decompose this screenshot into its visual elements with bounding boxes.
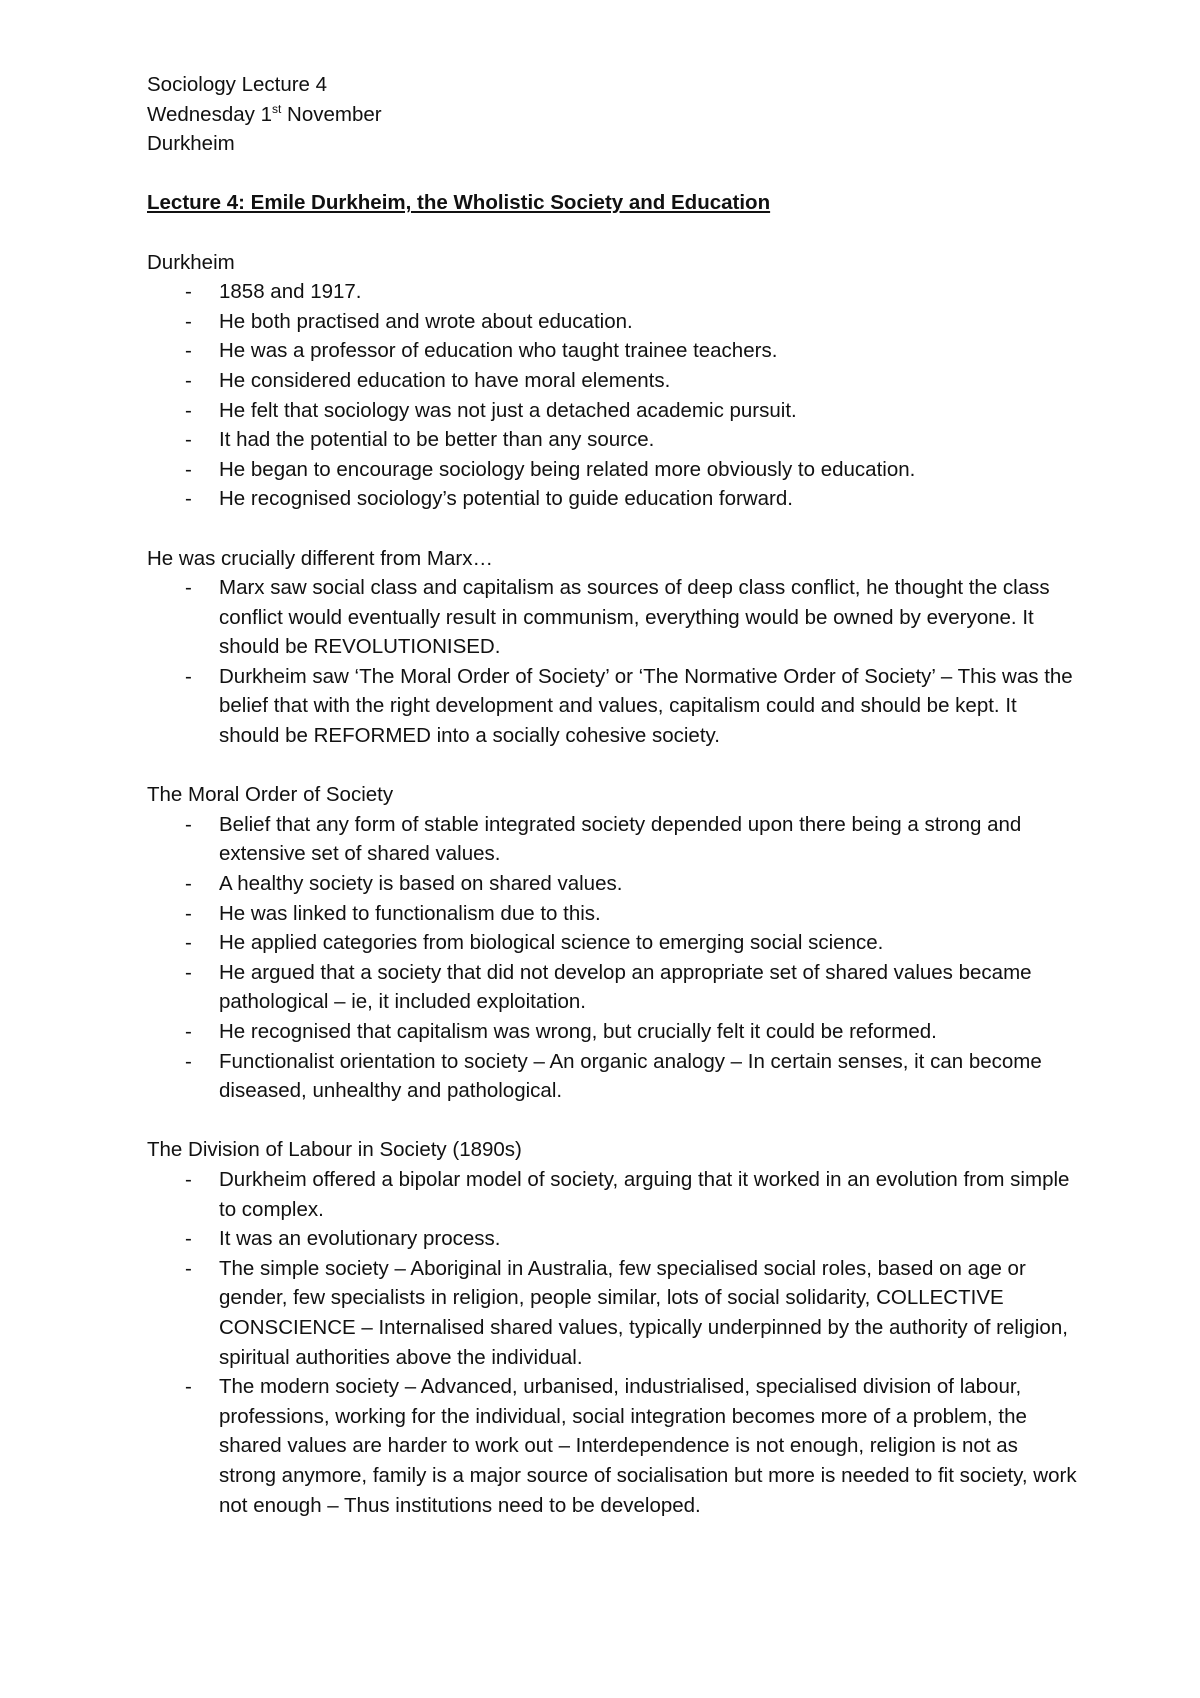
bullet-list (147, 573, 1077, 751)
bullet-item (147, 928, 1077, 958)
bullet-item (147, 1047, 1077, 1106)
spacer (147, 1106, 1077, 1136)
course-line: Sociology Lecture 4 (147, 73, 328, 96)
bullet-text: He argued that a society that did not develop an appropriate set of shared values became pathological – ie, it included exploitation. (219, 960, 1032, 1014)
date-suffix: November (281, 102, 382, 126)
bullet-text: He was linked to functionalism due to this. (219, 901, 601, 925)
dash-bullet-marker: - (185, 931, 192, 955)
section-heading: He was crucially different from Marx… (147, 546, 493, 570)
bullet-list (147, 277, 1077, 514)
bullet-item (147, 869, 1077, 899)
bullet-item (147, 336, 1077, 366)
spacer (147, 159, 1077, 189)
dash-bullet-marker: - (185, 309, 192, 333)
bullet-item (147, 366, 1077, 396)
bullet-item (147, 573, 1077, 662)
bullet-text: A healthy society is based on shared values. (219, 872, 623, 896)
bullet-text: He recognised that capitalism was wrong, but crucially felt it could be reformed. (219, 1020, 937, 1043)
bullet-text: The simple society – Aboriginal in Australia, few specialised social roles, based on age or gender, few specialists in religion, people similar, lots of social solidarity, COLLECTIVE CONSCIENCE – Internalised shared values, typically underpinned by the authority of religion, spiritual authorities above the individual. (219, 1256, 1068, 1369)
bullet-text: The modern society – Advanced, urbanised, industrialised, specialised division of labour, professions, working for the individual, social integration becomes more of a problem, the shared values are harder to work out – Interdependence is not enough, religion is not as strong anymore, family is a major source of socialisation but more is needed to fit society, work not enough – Thus institutions need to be developed. (219, 1375, 1077, 1517)
bullet-item (147, 425, 1077, 455)
bullet-item (147, 1224, 1077, 1254)
spacer (147, 514, 1077, 544)
bullet-item (147, 958, 1077, 1017)
bullet-item (147, 484, 1077, 514)
dash-bullet-marker: - (185, 960, 192, 984)
bullet-text: He applied categories from biological science to emerging social science. (219, 931, 884, 955)
dash-bullet-marker: - (185, 368, 192, 392)
bullet-item (147, 662, 1077, 751)
bullet-list (147, 810, 1077, 1106)
bullet-text: He began to encourage sociology being related more obviously to education. (219, 457, 916, 481)
bullet-text: He felt that sociology was not just a detached academic pursuit. (219, 398, 797, 422)
dash-bullet-marker: - (185, 1167, 192, 1191)
dash-bullet-marker: - (185, 1227, 192, 1251)
lecture-title: Lecture 4: Emile Durkheim, the Wholistic Society and Education (147, 191, 771, 215)
dash-bullet-marker: - (185, 1020, 192, 1043)
dash-bullet-marker: - (185, 576, 192, 600)
dash-bullet-marker: - (185, 457, 192, 481)
dash-bullet-marker: - (185, 339, 192, 363)
bullet-text: Durkheim offered a bipolar model of society, arguing that it worked in an evolution from simple to complex. (219, 1167, 1070, 1221)
bullet-item (147, 810, 1077, 869)
spacer (147, 751, 1077, 781)
dash-bullet-marker: - (185, 487, 192, 511)
dash-bullet-marker: - (185, 664, 192, 688)
date-superscript: st (271, 101, 282, 116)
dash-bullet-marker: - (185, 872, 192, 896)
spacer (147, 218, 1077, 248)
bullet-list (147, 1165, 1077, 1520)
bullet-item (147, 455, 1077, 485)
dash-bullet-marker: - (185, 428, 192, 452)
bullet-item (147, 307, 1077, 337)
bullet-text: He was a professor of education who taught trainee teachers. (219, 339, 778, 363)
bullet-text: He considered education to have moral elements. (219, 368, 671, 392)
bullet-text: It was an evolutionary process. (219, 1227, 501, 1251)
bullet-item (147, 1017, 1077, 1047)
sections-container (147, 248, 1077, 1521)
date-line (147, 100, 1077, 130)
dash-bullet-marker: - (185, 812, 192, 836)
topic-line: Durkheim (147, 132, 235, 156)
date-prefix: Wednesday 1 (147, 102, 272, 126)
bullet-text: Durkheim saw ‘The Moral Order of Society’ or ‘The Normative Order of Society’ – This was the belief that with the right development and values, capitalism could and should be kept. It should be REFORMED into a socially cohesive society. (219, 664, 1073, 748)
dash-bullet-marker: - (185, 1375, 192, 1399)
bullet-text: It had the potential to be better than any source. (219, 428, 655, 452)
bullet-text: He both practised and wrote about education. (219, 309, 633, 333)
dash-bullet-marker: - (185, 1049, 192, 1073)
dash-bullet-marker: - (185, 901, 192, 925)
bullet-item (147, 899, 1077, 929)
bullet-item (147, 1254, 1077, 1372)
dash-bullet-marker: - (185, 1256, 192, 1280)
section-heading: The Moral Order of Society (147, 783, 394, 807)
bullet-text: He recognised sociology’s potential to guide education forward. (219, 487, 793, 511)
bullet-item (147, 1165, 1077, 1224)
document-page (147, 70, 1077, 1520)
dash-bullet-marker: - (185, 398, 192, 422)
bullet-item (147, 277, 1077, 307)
bullet-text: Belief that any form of stable integrated society depended upon there being a strong and extensive set of shared values. (219, 812, 1022, 866)
bullet-item (147, 1372, 1077, 1520)
bullet-item (147, 396, 1077, 426)
bullet-text: Functionalist orientation to society – An organic analogy – In certain senses, it can become diseased, unhealthy and pathological. (219, 1049, 1042, 1103)
bullet-text: 1858 and 1917. (219, 280, 362, 304)
section-heading: Durkheim (147, 250, 235, 274)
dash-bullet-marker: - (185, 280, 192, 304)
section-heading: The Division of Labour in Society (1890s) (147, 1138, 522, 1162)
bullet-text: Marx saw social class and capitalism as sources of deep class conflict, he thought the class conflict would eventually result in communism, everything would be owned by everyone. It should be REVOLUTIONISED. (219, 576, 1050, 659)
